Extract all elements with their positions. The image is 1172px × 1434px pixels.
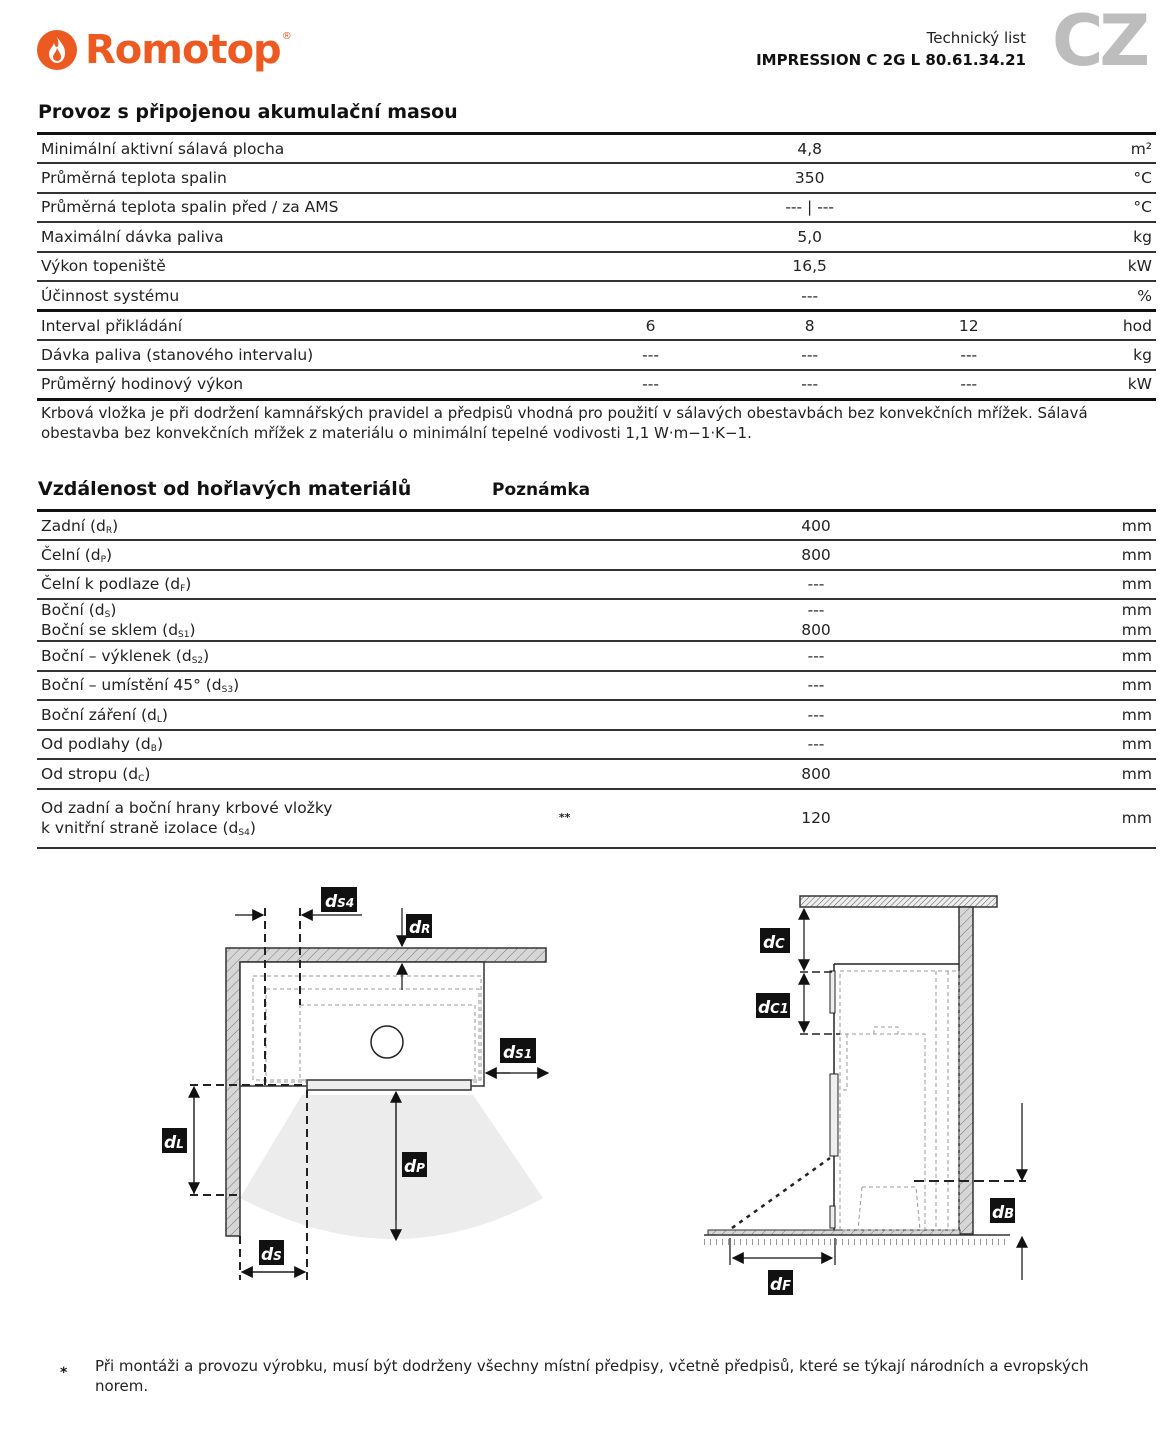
row-unit: kW [1094, 370, 1156, 400]
glass-door [307, 1080, 471, 1090]
svg-text:dF: dF [770, 1275, 792, 1295]
model-name: IMPRESSION C 2G L 80.61.34.21 [756, 51, 1026, 69]
row-label: Od stropu $(d_C)$ [37, 759, 517, 789]
row-note [517, 570, 599, 600]
romotop-logo [37, 27, 292, 73]
table-row [37, 789, 1156, 848]
row-note [517, 599, 599, 641]
row-value: --- [599, 641, 1034, 671]
row-note [517, 641, 599, 671]
operation-table [37, 132, 1156, 401]
operation-section-title: Provoz s připojenou akumulační masou [38, 101, 458, 123]
radiation-zone [240, 1095, 543, 1239]
row-value: --- 800 [599, 599, 1034, 641]
row-label: Průměrná teplota spalin před / za AMS [37, 193, 526, 223]
row-value: --- [526, 340, 776, 370]
note-column-header: Poznámka [492, 480, 591, 500]
row-unit: mm [1095, 671, 1156, 701]
row-label: Průměrná teplota spalin [37, 163, 526, 193]
row-value: --- [599, 730, 1034, 760]
glass-door [830, 1074, 838, 1156]
insert-outline [240, 962, 484, 1086]
row-unit: kW [1094, 252, 1156, 282]
svg-text:dC: dC [763, 933, 785, 953]
row-value: 12 [844, 311, 1094, 341]
distances-table [37, 509, 1156, 849]
brand-name: Romotop [85, 27, 281, 73]
table-row [37, 163, 1156, 193]
row-label: Minimální aktivní sálavá plocha [37, 134, 526, 164]
row-value: --- [775, 370, 844, 400]
table-row [37, 281, 1156, 311]
svg-text:dS: dS [261, 1245, 282, 1265]
row-unit: kg [1094, 340, 1156, 370]
row-value: --- [775, 340, 844, 370]
row-value: 800 [599, 540, 1034, 570]
row-label: Dávka paliva (stanového intervalu) [37, 340, 526, 370]
table-row [37, 252, 1156, 282]
svg-text:dB: dB [992, 1203, 1015, 1223]
svg-text:dL: dL [164, 1133, 184, 1153]
row-label: Výkon topeniště [37, 252, 526, 282]
table-row [37, 370, 1156, 400]
label-db [990, 1198, 1015, 1223]
row-label: Čelní $(d_P)$ [37, 540, 517, 570]
table-row [37, 540, 1156, 570]
row-unit: mm [1095, 570, 1156, 600]
row-value: --- [599, 570, 1034, 600]
row-note: ** [517, 789, 599, 848]
label-dc [760, 928, 790, 953]
table-row [37, 340, 1156, 370]
row-unit: hod [1094, 311, 1156, 341]
row-label: Maximální dávka paliva [37, 222, 526, 252]
row-note [517, 511, 599, 541]
row-value: --- [599, 700, 1034, 730]
table-row [37, 641, 1156, 671]
ceiling [800, 896, 997, 907]
row-unit: °C [1094, 163, 1156, 193]
operation-note: Krbová vložka je při dodržení kamnářských pravidel a předpisů vhodná pro použití v sálavých obestavbách bez konvekčních mřížek. Sálavá obestavba bez konvekčních mřížek z materiálu o minimální tepelné vodivosti 1,1 W·m−1·K−1. [41, 404, 1088, 442]
row-value: 120 [599, 789, 1034, 848]
row-unit: mm [1095, 789, 1156, 848]
table-row [37, 700, 1156, 730]
row-value: 800 [599, 759, 1034, 789]
section-view-diagram [690, 880, 1040, 1300]
flame-icon [37, 30, 77, 70]
row-value: 16,5 [775, 252, 844, 282]
row-value: 5,0 [775, 222, 844, 252]
footnote-text: Při montáži a provozu výrobku, musí být dodrženy všechny místní předpisy, včetně předpisů, které se týkají národních a evropských norem. [95, 1357, 1089, 1395]
row-unit: kg [1094, 222, 1156, 252]
table-row [37, 570, 1156, 600]
flue-outlet [371, 1026, 403, 1058]
row-value: 4,8 [775, 134, 844, 164]
row-value: --- [599, 671, 1034, 701]
row-value: --- | --- [775, 193, 844, 223]
row-unit: mm [1095, 641, 1156, 671]
plan-view-diagram [150, 880, 560, 1290]
svg-text:dC1: dC1 [758, 998, 789, 1018]
table-row [37, 730, 1156, 760]
row-note [517, 700, 599, 730]
row-label: Od podlahy $(d_B)$ [37, 730, 517, 760]
row-unit: mm mm [1095, 599, 1156, 641]
row-unit: m² [1094, 134, 1156, 164]
row-unit: % [1094, 281, 1156, 311]
footnote-marker: * [60, 1365, 68, 1381]
distances-section-title: Vzdálenost od hořlavých materiálů [38, 478, 412, 500]
row-unit: mm [1095, 540, 1156, 570]
row-label: Zadní $(d_R)$ [37, 511, 517, 541]
row-value: --- [844, 340, 1094, 370]
row-value: --- [844, 370, 1094, 400]
label-dl [162, 1128, 187, 1153]
row-label: Boční $(d_S)$ Boční se sklem $(d_{S1})$ [37, 599, 517, 641]
label-dc1 [756, 993, 790, 1018]
row-value: --- [775, 281, 844, 311]
row-label: Boční – umístění 45° $(d_{S3})$ [37, 671, 517, 701]
row-value: 6 [526, 311, 776, 341]
svg-text:dS4: dS4 [325, 892, 355, 912]
row-label: Průměrný hodinový výkon [37, 370, 526, 400]
row-note [517, 759, 599, 789]
row-unit: mm [1095, 511, 1156, 541]
row-note [517, 540, 599, 570]
label-ds [259, 1240, 284, 1265]
label-df [768, 1270, 793, 1295]
registered-mark: ® [281, 31, 292, 42]
row-label: Boční záření $(d_L)$ [37, 700, 517, 730]
document-header [756, 28, 1026, 72]
row-label: Interval přikládání [37, 311, 526, 341]
language-code: CZ [1052, 0, 1147, 82]
label-ds4 [321, 887, 357, 912]
label-dp [402, 1152, 427, 1177]
row-label: Čelní k podlaze $(d_F)$ [37, 570, 517, 600]
row-note [517, 730, 599, 760]
row-label: Účinnost systému [37, 281, 526, 311]
table-row [37, 511, 1156, 541]
row-unit: mm [1095, 700, 1156, 730]
row-unit: °C [1094, 193, 1156, 223]
table-row [37, 759, 1156, 789]
row-label: Boční – výklenek $(d_{S2})$ [37, 641, 517, 671]
label-dr [406, 914, 432, 938]
row-note [517, 671, 599, 701]
back-wall [959, 907, 973, 1234]
row-value: 8 [775, 311, 844, 341]
table-row [37, 311, 1156, 341]
row-value: --- [526, 370, 776, 400]
svg-text:dR: dR [409, 918, 431, 938]
row-unit: mm [1095, 759, 1156, 789]
doc-type: Technický list [926, 29, 1026, 47]
table-row [37, 671, 1156, 701]
table-row [37, 599, 1156, 641]
row-value: 350 [775, 163, 844, 193]
row-label: Od zadní a boční hrany krbové vložky k vnitřní straně izolace $(d_{S4})$ [37, 789, 517, 848]
svg-text:dP: dP [404, 1157, 425, 1177]
table-row [37, 134, 1156, 164]
svg-text:dS1: dS1 [503, 1043, 533, 1063]
table-row [37, 222, 1156, 252]
row-value: 400 [599, 511, 1034, 541]
label-ds1 [500, 1038, 536, 1063]
table-row [37, 193, 1156, 223]
row-unit: mm [1095, 730, 1156, 760]
